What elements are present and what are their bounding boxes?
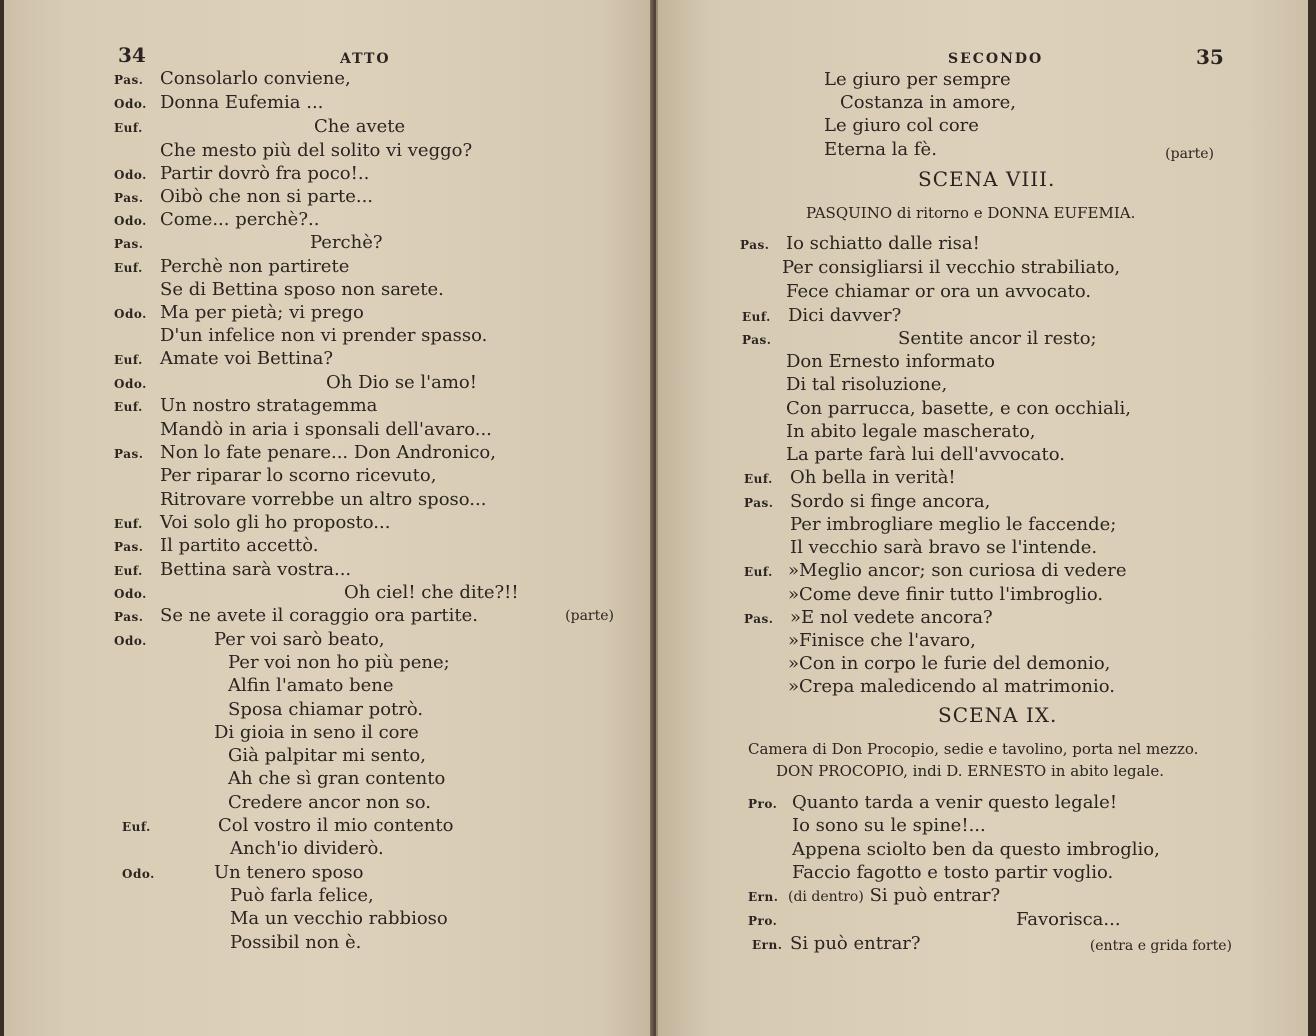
dialogue-line	[114, 348, 333, 371]
speaker-label: Pas.	[114, 540, 144, 554]
dialogue-line	[114, 559, 351, 582]
line-text: »Come deve finir tutto l'imbroglio.	[788, 584, 1104, 605]
line-text: Con parrucca, basette, e con occhiali,	[786, 398, 1131, 419]
line-text: La parte farà lui dell'avvocato.	[786, 444, 1065, 465]
line-text: Possibil non è.	[230, 932, 362, 953]
dialogue-line	[228, 652, 450, 674]
line-text: Mandò in aria i sponsali dell'avaro...	[160, 419, 492, 440]
speaker-label: Ern.	[752, 938, 783, 952]
verse-line: Le giuro col core	[824, 115, 979, 136]
line-text: Perchè?	[310, 232, 383, 253]
speaker-label: Pas.	[740, 238, 770, 252]
scene-title: SCENA IX.	[938, 703, 1058, 727]
dialogue-line	[792, 839, 1160, 861]
dialogue-line	[114, 629, 385, 652]
dialogue-line	[786, 421, 1036, 443]
speaker-label: Ern.	[748, 890, 779, 904]
verse-line	[824, 139, 1214, 161]
dialogue-line	[114, 465, 436, 487]
dialogue-line	[114, 68, 351, 91]
running-head: ATTO	[340, 51, 391, 67]
dialogue-line	[782, 257, 1120, 279]
dialogue-line	[114, 279, 444, 301]
line-text: Partir dovrò fra poco!..	[160, 163, 370, 184]
line-text: Alfin l'amato bene	[228, 675, 394, 696]
line-text: Per riparar lo scorno ricevuto,	[160, 465, 437, 486]
speaker-label: Euf.	[114, 121, 143, 135]
dialogue-line	[114, 442, 496, 465]
dialogue-line	[114, 256, 349, 279]
line-text: Favorisca...	[1016, 909, 1121, 930]
line-text: Il partito accettò.	[160, 535, 319, 556]
line-text: Un nostro stratagemma	[160, 395, 378, 416]
dialogue-line	[786, 444, 1065, 466]
line-text: Di gioia in seno il core	[214, 722, 419, 743]
line-text: Bettina sarà vostra...	[160, 559, 352, 580]
dialogue-line	[744, 467, 956, 490]
stage-note: (di dentro)	[788, 889, 864, 905]
speaker-label: Odo.	[114, 168, 147, 182]
dialogue-line	[114, 92, 323, 115]
dialogue-line	[114, 419, 492, 441]
line-text: Già palpitar mi sento,	[228, 745, 426, 766]
line-text: Sentite ancor il resto;	[898, 328, 1097, 349]
line-text: Dici davver?	[788, 305, 902, 326]
dialogue-line	[114, 489, 486, 511]
page-number: 34	[118, 43, 146, 67]
dialogue-line	[744, 491, 990, 514]
speaker-label: Pro.	[748, 914, 778, 928]
dialogue-line	[122, 862, 363, 885]
speaker-label: Pas.	[114, 610, 144, 624]
line-text: D'un infelice non vi prender spasso.	[160, 325, 488, 346]
line-text: Appena sciolto ben da questo imbroglio,	[792, 839, 1160, 860]
line-text: Per voi sarò beato,	[214, 629, 385, 650]
dialogue-line	[230, 908, 448, 930]
line-text: Consolarlo conviene,	[160, 68, 351, 89]
dialogue-line	[748, 792, 1117, 815]
speaker-label: Pas.	[744, 612, 774, 626]
dialogue-line	[114, 325, 487, 347]
speaker-label: Euf.	[742, 310, 771, 324]
verse-line: Costanza in amore,	[840, 92, 1017, 113]
left-page	[4, 0, 654, 1036]
dialogue-line	[786, 351, 995, 373]
line-text: Perchè non partirete	[160, 256, 350, 277]
line-text: »Crepa maledicendo al matrimonio.	[788, 676, 1116, 697]
line-text: Come... perchè?..	[160, 209, 320, 230]
line-text: Don Ernesto informato	[786, 351, 995, 372]
dialogue-line	[786, 374, 947, 396]
dialogue-line	[742, 305, 901, 328]
line-text: Se ne avete il coraggio ora partite.	[160, 605, 479, 626]
speaker-label: Pas.	[114, 447, 144, 461]
dialogue-line	[752, 933, 1232, 956]
line-text: Anch'io dividerò.	[230, 838, 384, 859]
speaker-label: Odo.	[122, 867, 155, 881]
line-text: Ritrovare vorrebbe un altro sposo...	[160, 489, 487, 510]
dialogue-line	[114, 605, 614, 628]
speaker-label: Odo.	[114, 634, 147, 648]
dialogue-line	[230, 885, 374, 907]
dialogue-line	[114, 186, 373, 209]
speaker-label: Odo.	[114, 214, 147, 228]
dialogue-line	[788, 653, 1110, 675]
dialogue-line	[114, 116, 405, 139]
dialogue-line	[114, 232, 383, 255]
dialogue-line	[214, 722, 419, 744]
dialogue-line	[744, 560, 1127, 583]
line-text: Per imbrogliare meglio le faccende;	[790, 514, 1117, 535]
dialogue-line	[790, 537, 1097, 559]
dialogue-line	[742, 328, 1097, 351]
dialogue-line	[748, 885, 1000, 908]
speaker-label: Euf.	[744, 565, 773, 579]
line-text: Se di Bettina sposo non sarete.	[160, 279, 444, 300]
line-text: Non lo fate penare... Don Andronico,	[160, 442, 496, 463]
line-text: Ah che sì gran contento	[228, 768, 446, 789]
dialogue-line	[788, 676, 1115, 698]
dialogue-line	[786, 398, 1131, 420]
dialogue-line	[790, 514, 1116, 536]
dialogue-line	[744, 607, 993, 630]
dialogue-line	[114, 209, 319, 232]
dialogue-line	[792, 862, 1113, 884]
line-text: Voi solo gli ho proposto...	[160, 512, 391, 533]
line-text: »Meglio ancor; son curiosa di vedere	[788, 560, 1127, 581]
stage-note: (parte)	[1165, 146, 1214, 162]
dialogue-line	[230, 838, 384, 860]
dialogue-line	[788, 584, 1103, 606]
dialogue-line	[230, 932, 361, 954]
line-text: Oibò che non si parte...	[160, 186, 374, 207]
speaker-label: Euf.	[122, 820, 151, 834]
speaker-label: Euf.	[114, 400, 143, 414]
stage-direction: PASQUINO di ritorno e DONNA EUFEMIA.	[806, 204, 1136, 222]
line-text: Che mesto più del solito vi veggo?	[160, 140, 473, 161]
speaker-label: Pro.	[748, 797, 778, 811]
dialogue-line	[740, 233, 980, 256]
line-text: Oh bella in verità!	[790, 467, 956, 488]
line-text: Ma per pietà; vi prego	[160, 302, 364, 323]
line-text: Oh Dio se l'amo!	[326, 372, 478, 393]
speaker-label: Euf.	[744, 472, 773, 486]
dialogue-line	[114, 302, 364, 325]
line-text: Fece chiamar or ora un avvocato.	[786, 281, 1092, 302]
dialogue-line	[786, 281, 1091, 303]
line-text: Che avete	[314, 116, 406, 137]
line-text: »Con in corpo le furie del demonio,	[788, 653, 1111, 674]
line-text: Può farla felice,	[230, 885, 374, 906]
dialogue-line	[228, 768, 445, 790]
line-text: Oh ciel! che dite?!!	[344, 582, 519, 603]
running-head: SECONDO	[948, 51, 1044, 67]
stage-note: (entra e grida forte)	[1089, 938, 1232, 954]
speaker-label: Euf.	[114, 353, 143, 367]
speaker-label: Odo.	[114, 587, 147, 601]
line-text: Amate voi Bettina?	[160, 348, 333, 369]
dialogue-line	[114, 582, 519, 605]
line-text: Il vecchio sarà bravo se l'intende.	[790, 537, 1098, 558]
speaker-label: Odo.	[114, 377, 147, 391]
dialogue-line	[748, 909, 1121, 932]
speaker-label: Pas.	[114, 73, 144, 87]
scene-title: SCENA VIII.	[918, 167, 1056, 191]
dialogue-line	[114, 372, 477, 395]
speaker-label: Odo.	[114, 97, 147, 111]
line-text: Io sono su le spine!...	[792, 815, 986, 836]
line-text: Credere ancor non so.	[228, 792, 431, 813]
dialogue-line	[114, 512, 390, 535]
dialogue-line	[792, 815, 986, 837]
dialogue-line	[228, 675, 394, 697]
line-text: »E nol vedete ancora?	[790, 607, 993, 628]
line-text: Sposa chiamar potrò.	[228, 699, 424, 720]
line-text: Io schiatto dalle risa!	[786, 233, 980, 254]
line-text: Col vostro il mio contento	[218, 815, 454, 836]
line-text: Eterna la fè.	[824, 139, 937, 160]
speaker-label: Pas.	[114, 237, 144, 251]
line-text: Un tenero sposo	[214, 862, 364, 883]
page-number: 35	[1196, 45, 1224, 69]
line-text: Sordo si finge ancora,	[790, 491, 991, 512]
speaker-label: Odo.	[114, 307, 147, 321]
dialogue-line	[788, 630, 976, 652]
speaker-label: Pas.	[744, 496, 774, 510]
line-text: Si può entrar?	[790, 933, 921, 954]
speaker-label: Euf.	[114, 564, 143, 578]
speaker-label: Pas.	[742, 333, 772, 347]
line-text: Di tal risoluzione,	[786, 374, 948, 395]
speaker-label: Pas.	[114, 191, 144, 205]
line-text: Quanto tarda a venir questo legale!	[792, 792, 1118, 813]
dialogue-line	[114, 163, 369, 186]
stage-direction: Camera di Don Procopio, sedie e tavolino, porta nel mezzo.	[748, 740, 1199, 758]
dialogue-line	[228, 699, 423, 721]
line-text: Ma un vecchio rabbioso	[230, 908, 448, 929]
dialogue-line	[228, 745, 426, 767]
dialogue-line	[114, 140, 472, 162]
dialogue-line	[114, 535, 318, 558]
line-text: Per consigliarsi il vecchio strabiliato,	[782, 257, 1121, 278]
verse-line: Le giuro per sempre	[824, 69, 1011, 90]
speaker-label: Euf.	[114, 261, 143, 275]
dialogue-line	[122, 815, 453, 838]
speaker-label: Euf.	[114, 517, 143, 531]
line-text: Per voi non ho più pene;	[228, 652, 450, 673]
dialogue-line	[228, 792, 431, 814]
line-text: Si può entrar?	[869, 885, 1001, 906]
stage-note: (parte)	[565, 608, 614, 624]
line-text: »Finisce che l'avaro,	[788, 630, 976, 651]
line-text: In abito legale mascherato,	[786, 421, 1036, 442]
line-text: Faccio fagotto e tosto partir voglio.	[792, 862, 1114, 883]
dialogue-line	[114, 395, 377, 418]
line-text: Donna Eufemia ...	[160, 92, 324, 113]
stage-direction: DON PROCOPIO, indi D. ERNESTO in abito legale.	[776, 762, 1165, 780]
right-page	[656, 0, 1308, 1036]
